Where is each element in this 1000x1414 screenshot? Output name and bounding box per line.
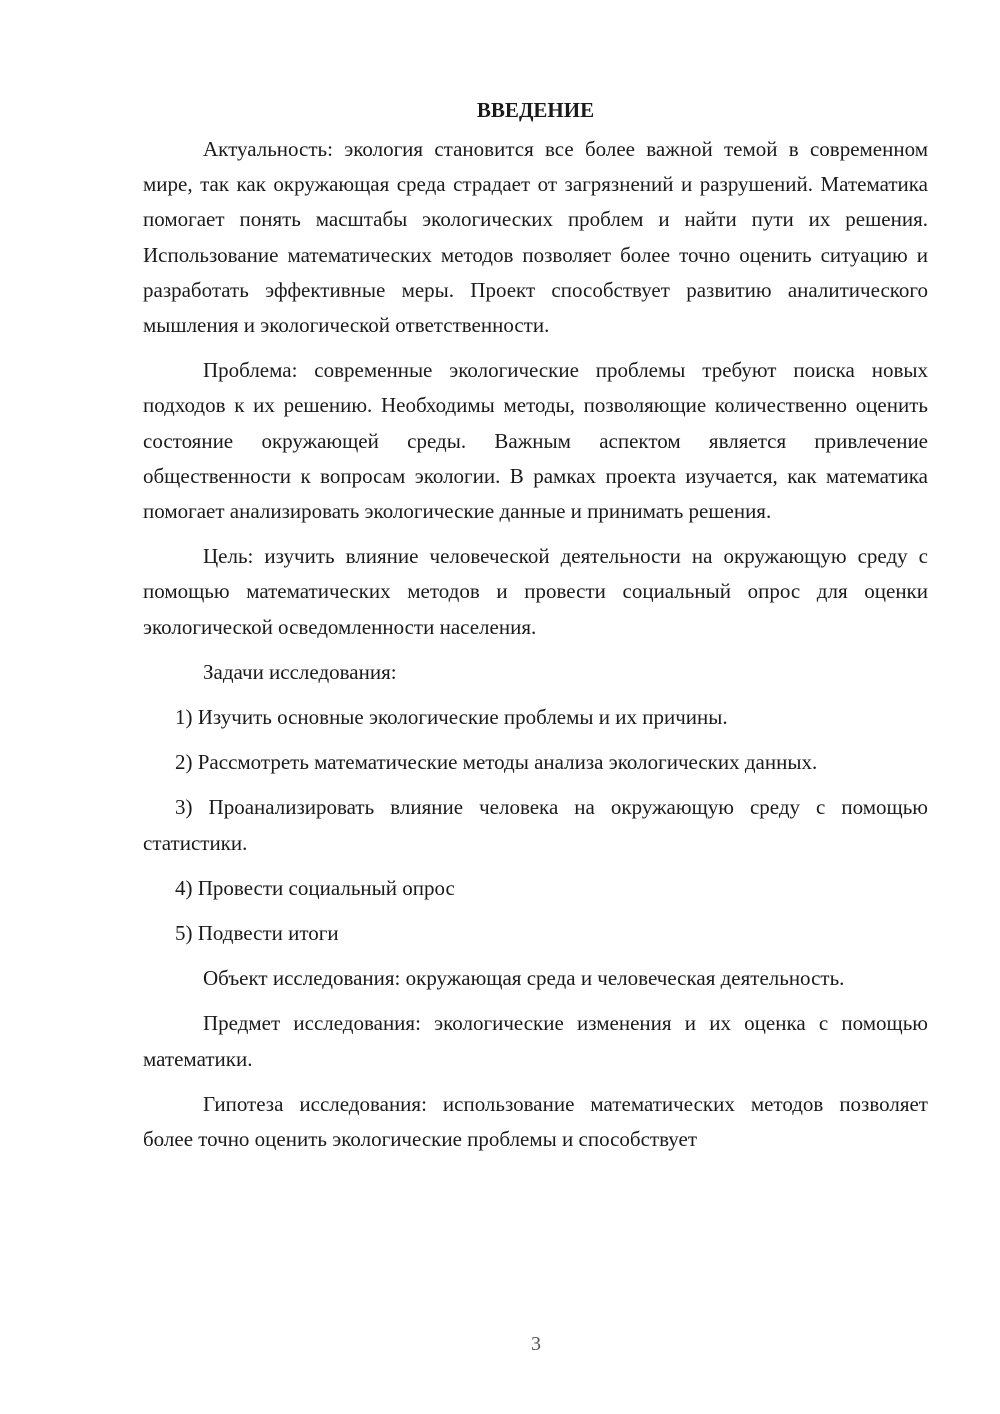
task-item-4: 4) Провести социальный опрос xyxy=(175,875,455,900)
document-page xyxy=(143,92,928,1167)
tasks-title: Задачи исследования: xyxy=(203,659,397,684)
hypothesis-paragraph: Гипотеза исследования: использование математических методов позволяет более точно оценить экологические проблемы и способствует xyxy=(143,1091,928,1152)
goal-paragraph: Цель: изучить влияние человеческой деятельности на окружающую среду с помощью математических методов и провести социальный опрос для оценки экологической осведомленности населения. xyxy=(143,544,928,639)
task-item-5: 5) Подвести итоги xyxy=(175,921,339,946)
task-item-3: 3) Проанализировать влияние человека на окружающую среду с помощью статистики. xyxy=(143,795,928,855)
relevance-paragraph: Актуальность: экология становится все более важной темой в современном мире, так как окружающая среда страдает от загрязнений и разрушений. Математика помогает понять масштабы экологических проблем и найти пути их решения. Использование математических методов позволяет более точно оценить ситуацию и разработать эффективные меры. Проект способствует развитию аналитического мышления и экологической ответственности. xyxy=(143,137,928,338)
section-heading: ВВЕДЕНИЕ xyxy=(476,98,595,122)
task-item-2: 2) Рассмотреть математические методы анализа экологических данных. xyxy=(175,750,818,775)
object-paragraph: Объект исследования: окружающая среда и человеческая деятельность. xyxy=(203,966,845,991)
subject-paragraph: Предмет исследования: экологические изменения и их оценка с помощью математики. xyxy=(143,1011,928,1071)
task-item-1: 1) Изучить основные экологические проблемы и их причины. xyxy=(175,705,728,730)
page-number: 3 xyxy=(531,1333,541,1355)
problem-paragraph: Проблема: современные экологические проблемы требуют поиска новых подходов к их решению. Необходимы методы, позволяющие количественно оценить состояние окружающей среды. Важным аспектом является привлечение общественности к вопросам экологии. В рамках проекта изучается, как математика помогает анализировать экологические данные и принимать решения. xyxy=(143,358,928,524)
